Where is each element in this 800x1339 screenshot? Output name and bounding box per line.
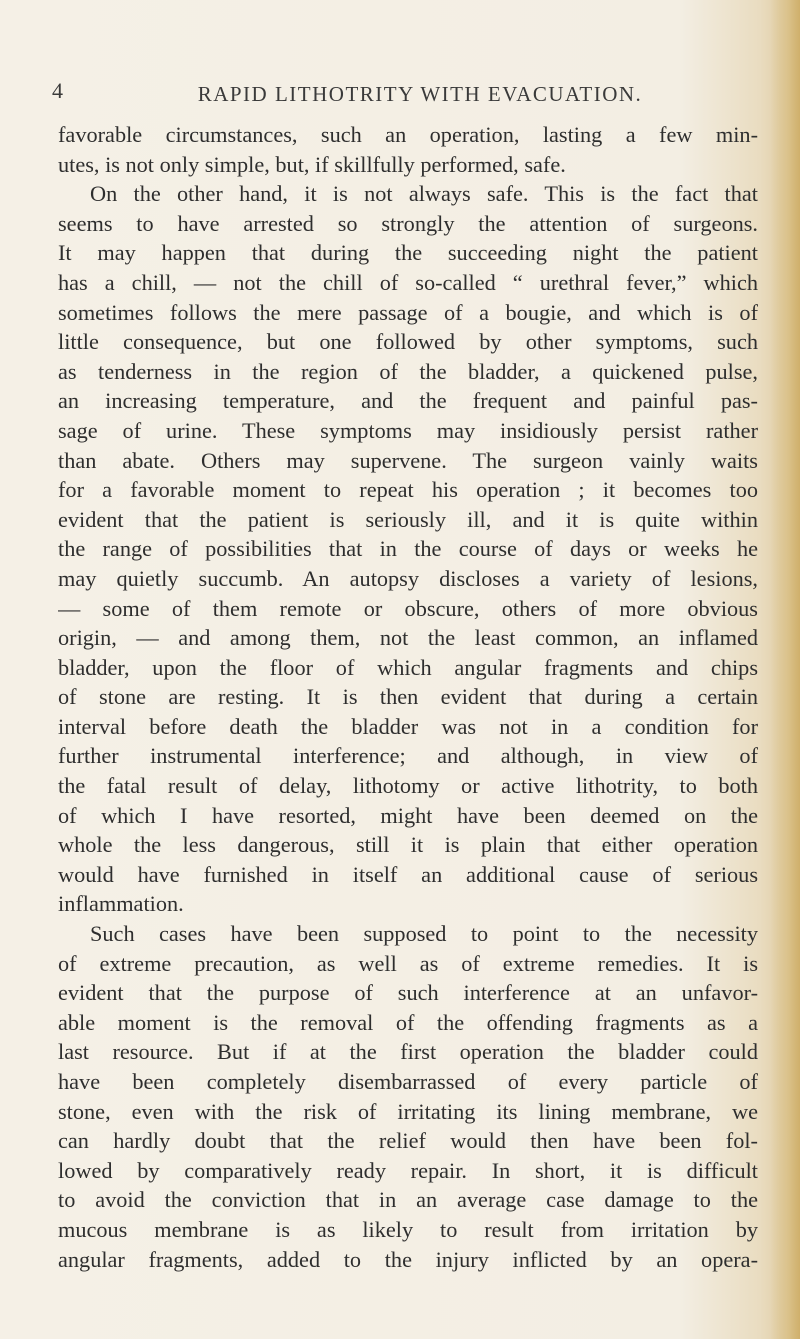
text-line: origin, — and among them, not the least common, an inflamed xyxy=(58,625,758,651)
text-line: further instrumental interference; and although, in view of xyxy=(58,743,758,769)
text-line: to avoid the conviction that in an average case damage to the xyxy=(58,1187,758,1213)
text-line: Such cases have been supposed to point to the necessity xyxy=(90,921,758,947)
body-text xyxy=(58,120,758,1274)
text-line: favorable circumstances, such an operation, lasting a few min- xyxy=(58,122,758,147)
text-line: of which I have resorted, might have been deemed on the xyxy=(58,802,758,828)
text-line: seems to have arrested so strongly the attention of surgeons. xyxy=(58,210,758,236)
text-line: inflammation. xyxy=(58,891,184,917)
text-line: an increasing temperature, and the frequent and painful pas- xyxy=(58,388,758,414)
text-line: has a chill, — not the chill of so-called “ urethral fever,” which xyxy=(58,269,758,295)
text-line: sage of urine. These symptoms may insidiously persist rather xyxy=(58,417,758,443)
text-line: of stone are resting. It is then evident that during a certain xyxy=(58,684,758,710)
text-line: the range of possibilities that in the course of days or weeks he xyxy=(58,536,758,562)
running-title: RAPID LITHOTRITY WITH EVACUATION. xyxy=(197,82,643,106)
text-line: can hardly doubt that the relief would then have been fol- xyxy=(58,1128,758,1154)
text-line: interval before death the bladder was not in a condition for xyxy=(58,713,758,739)
text-line: have been completely disembarrassed of every particle of xyxy=(58,1069,758,1094)
text-line: little consequence, but one followed by other symptoms, such xyxy=(58,329,758,355)
text-line: able moment is the removal of the offending fragments as a xyxy=(58,1009,758,1035)
text-line: sometimes follows the mere passage of a bougie, and which is of xyxy=(58,299,758,325)
text-line: would have furnished in itself an additional cause of serious xyxy=(58,861,758,887)
text-line: It may happen that during the succeeding night the patient xyxy=(58,240,758,266)
text-line: utes, is not only simple, but, if skillfully performed, safe. xyxy=(58,151,566,177)
text-line: for a favorable moment to repeat his operation ; it becomes too xyxy=(58,477,758,503)
page-edge-stain xyxy=(770,0,800,1339)
text-line: evident that the purpose of such interference at an unfavor- xyxy=(58,980,758,1006)
text-line: evident that the patient is seriously ill, and it is quite within xyxy=(58,506,758,532)
text-line: lowed by comparatively ready repair. In short, it is difficult xyxy=(58,1157,758,1183)
text-line: stone, even with the risk of irritating its lining membrane, we xyxy=(58,1098,758,1124)
text-line: whole the less dangerous, still it is plain that either operation xyxy=(58,832,758,858)
text-line: than abate. Others may supervene. The surgeon vainly waits xyxy=(58,447,758,473)
text-line: as tenderness in the region of the bladder, a quickened pulse, xyxy=(58,358,758,384)
text-line: On the other hand, it is not always safe. This is the fact that xyxy=(90,181,758,207)
text-line: of extreme precaution, as well as of extreme remedies. It is xyxy=(58,950,758,976)
text-line: the fatal result of delay, lithotomy or active lithotrity, to both xyxy=(58,773,758,799)
text-line: mucous membrane is as likely to result from irritation by xyxy=(58,1216,758,1242)
text-line: — some of them remote or obscure, others of more obvious xyxy=(58,595,758,621)
text-line: angular fragments, added to the injury inflicted by an opera- xyxy=(58,1246,758,1272)
text-line: bladder, upon the floor of which angular fragments and chips xyxy=(58,654,758,680)
text-line: last resource. But if at the first operation the bladder could xyxy=(58,1039,758,1065)
text-line: may quietly succumb. An autopsy discloses a variety of lesions, xyxy=(58,565,758,591)
page-number: 4 xyxy=(52,78,63,103)
